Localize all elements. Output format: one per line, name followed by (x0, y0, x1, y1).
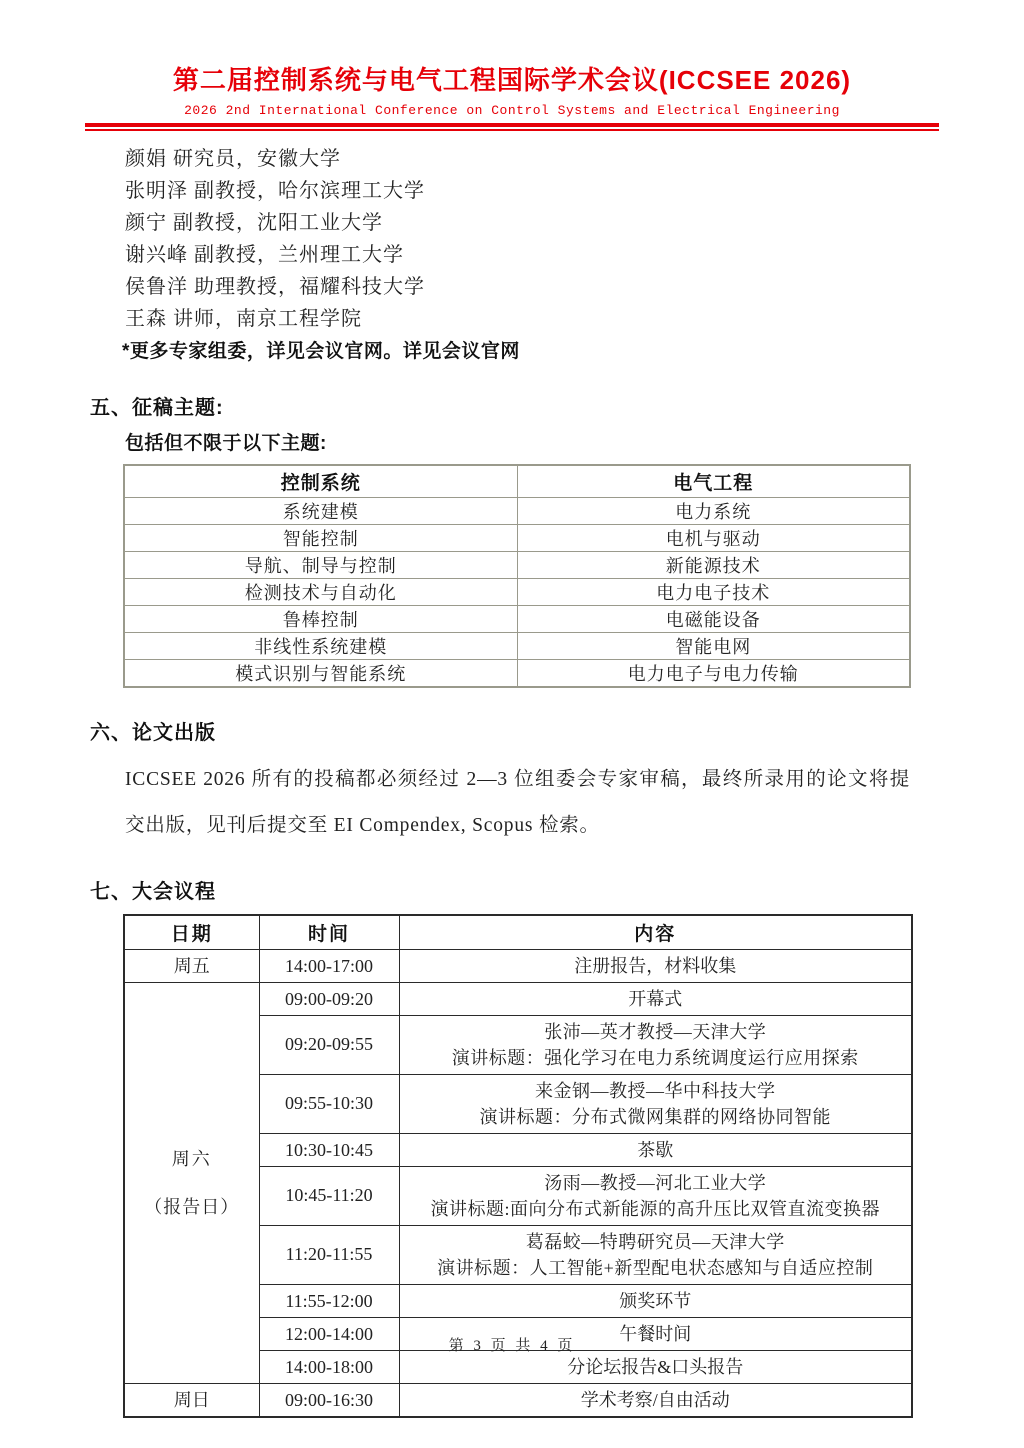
topics-header-row (124, 465, 910, 497)
agenda-time-cell: 09:00-16:30 (259, 1383, 399, 1417)
committee-member: 颜娟 研究员，安徽大学 (125, 148, 341, 170)
agenda-content-cell: 午餐时间 (399, 1317, 912, 1350)
agenda-content-cell: 茶歇 (399, 1133, 912, 1166)
agenda-speaker-line: 汤雨—教授—河北工业大学 (544, 1172, 767, 1193)
topics-electrical-cell: 电力电子技术 (517, 578, 910, 605)
topics-row (124, 578, 910, 605)
topics-header-control: 控制系统 (124, 465, 517, 497)
publication-paragraph: ICCSEE 2026 所有的投稿都必须经过 2—3 位组委会专家审稿，最终所录用的论文将提交出版，见刊后提交至 EI Compendex, Scopus 检索。 (125, 768, 910, 836)
topics-electrical-cell: 新能源技术 (517, 551, 910, 578)
agenda-time-cell: 09:55-10:30 (259, 1074, 399, 1133)
agenda-time-cell: 11:20-11:55 (259, 1225, 399, 1284)
topics-table (123, 464, 911, 688)
header-divider-thin-line (85, 129, 939, 131)
topics-control-cell: 模式识别与智能系统 (124, 659, 517, 687)
section-agenda-heading: 七、大会议程 (90, 880, 216, 903)
topics-control-cell: 非线性系统建模 (124, 632, 517, 659)
agenda-content-cell: 开幕式 (399, 982, 912, 1015)
agenda-row (124, 1383, 912, 1417)
section-topics-intro: 包括但不限于以下主题: (125, 433, 327, 454)
topics-row (124, 605, 910, 632)
agenda-time-cell: 09:20-09:55 (259, 1015, 399, 1074)
agenda-time-cell: 11:55-12:00 (259, 1284, 399, 1317)
page-number: 第 3 页 共 4 页 (448, 1338, 576, 1354)
topics-control-cell: 检测技术与自动化 (124, 578, 517, 605)
agenda-header-time: 时间 (259, 915, 399, 950)
agenda-speaker-line: 来金钢—教授—华中科技大学 (535, 1080, 776, 1101)
agenda-time-cell: 14:00-18:00 (259, 1350, 399, 1383)
agenda-date-cell: 周日 (124, 1383, 259, 1417)
conference-subtitle-en: 2026 2nd International Conference on Control Systems and Electrical Engineering (184, 103, 840, 118)
committee-list (122, 143, 1024, 369)
topics-header-electrical: 电气工程 (517, 465, 910, 497)
topics-row (124, 524, 910, 551)
header-divider (85, 123, 939, 131)
agenda-content-cell: 注册报告，材料收集 (399, 949, 912, 982)
topics-control-cell: 系统建模 (124, 497, 517, 524)
committee-member: 谢兴峰 副教授，兰州理工大学 (125, 244, 404, 266)
agenda-talk-title-line: 演讲标题：分布式微网集群的网络协同智能 (479, 1106, 831, 1127)
section-topics-heading: 五、征稿主题: (90, 397, 224, 419)
conference-title: 第二届控制系统与电气工程国际学术会议(ICCSEE 2026) (172, 65, 852, 95)
agenda-speaker-line: 张沛—英才教授—天津大学 (544, 1021, 767, 1042)
topics-electrical-cell: 电力电子与电力传输 (517, 659, 910, 687)
topics-control-cell: 智能控制 (124, 524, 517, 551)
section-publication-heading: 六、论文出版 (90, 721, 216, 744)
agenda-saturday-sublabel: （报告日） (144, 1196, 240, 1217)
topics-row (124, 551, 910, 578)
agenda-content-cell (399, 1166, 912, 1225)
agenda-talk-title-line: 演讲标题：强化学习在电力系统调度运行应用探索 (451, 1047, 859, 1068)
agenda-row (124, 949, 912, 982)
agenda-header-row (124, 915, 912, 950)
agenda-date-cell-saturday (124, 982, 259, 1383)
agenda-talk-title-line: 演讲标题：人工智能+新型配电状态感知与自适应控制 (437, 1257, 874, 1278)
agenda-content-cell (399, 1225, 912, 1284)
agenda-time-cell: 10:45-11:20 (259, 1166, 399, 1225)
topics-control-cell: 鲁棒控制 (124, 605, 517, 632)
agenda-content-cell: 学术考察/自由活动 (399, 1383, 912, 1417)
topics-electrical-cell: 电机与驱动 (517, 524, 910, 551)
committee-member: 张明泽 副教授，哈尔滨理工大学 (125, 180, 425, 202)
agenda-time-cell: 12:00-14:00 (259, 1317, 399, 1350)
agenda-row (124, 982, 912, 1015)
agenda-content-cell: 颁奖环节 (399, 1284, 912, 1317)
topics-row (124, 659, 910, 687)
committee-member: 颜宁 副教授，沈阳工业大学 (125, 212, 383, 234)
agenda-header-date: 日期 (124, 915, 259, 950)
agenda-time-cell: 14:00-17:00 (259, 949, 399, 982)
topics-control-cell: 导航、制导与控制 (124, 551, 517, 578)
document-header (0, 0, 1024, 131)
agenda-date-cell: 周五 (124, 949, 259, 982)
agenda-content-cell (399, 1074, 912, 1133)
agenda-talk-title-line: 演讲标题:面向分布式新能源的高升压比双管直流变换器 (430, 1198, 880, 1219)
agenda-content-cell: 分论坛报告&口头报告 (399, 1350, 912, 1383)
topics-electrical-cell: 电力系统 (517, 497, 910, 524)
topics-row (124, 632, 910, 659)
topics-row (124, 497, 910, 524)
header-divider-thick-line (85, 123, 939, 127)
committee-member: 侯鲁洋 助理教授，福耀科技大学 (125, 276, 425, 298)
agenda-header-content: 内容 (399, 915, 912, 950)
agenda-content-cell (399, 1015, 912, 1074)
topics-electrical-cell: 智能电网 (517, 632, 910, 659)
committee-more-note: *更多专家组委，详见会议官网。详见会议官网 (122, 341, 520, 362)
agenda-time-cell: 10:30-10:45 (259, 1133, 399, 1166)
agenda-speaker-line: 葛磊蛟—特聘研究员—天津大学 (525, 1231, 785, 1252)
topics-electrical-cell: 电磁能设备 (517, 605, 910, 632)
agenda-saturday-label: 周六 (171, 1148, 212, 1169)
committee-member: 王森 讲师，南京工程学院 (125, 308, 362, 330)
agenda-time-cell: 09:00-09:20 (259, 982, 399, 1015)
